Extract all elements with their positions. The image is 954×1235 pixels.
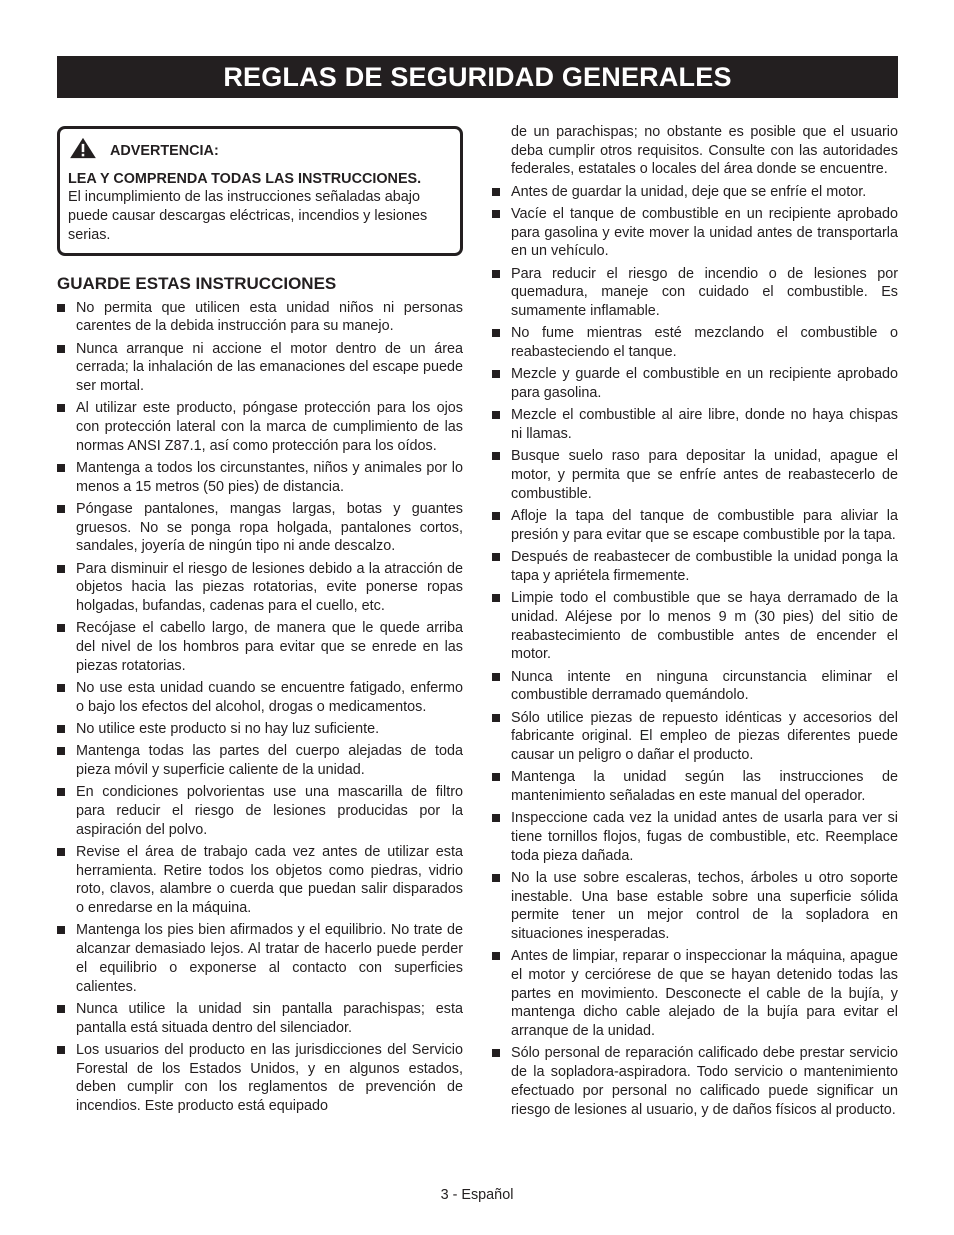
list-item-text: Póngase pantalones, mangas largas, botas y guantes gruesos. No se ponga ropa holgada, pantalones cortos, sandales, joyería de ningún tipo ni ande descalzo. (76, 500, 463, 555)
list-item-text: Afloje la tapa del tanque de combustible para aliviar la presión y para evitar que se escape combustible por la tapa. (511, 508, 898, 543)
square-bullet-icon (57, 345, 65, 353)
square-bullet-icon (57, 1005, 65, 1013)
square-bullet-icon (57, 565, 65, 573)
right-column (492, 123, 898, 1123)
left-column (57, 126, 463, 1119)
list-item (57, 500, 463, 556)
list-item-text: No la use sobre escaleras, techos, árboles u otro soporte inestable. Una base estable sobre una superficie sólida permite tener un mejor control de la sopladora en situaciones inesperadas. (511, 869, 898, 943)
square-bullet-icon (492, 952, 500, 960)
list-item-text: Inspeccione cada vez la unidad antes de usarla para ver si tiene tornillos flojos, fugas de combustible, etc. Reemplace toda pieza dañada. (511, 810, 898, 864)
square-bullet-icon (57, 304, 65, 312)
list-item-text: Vacíe el tanque de combustible en un recipiente aprobado para gasolina y evite mover la unidad antes de transportarla en un vehículo. (511, 206, 898, 260)
warning-text-block (68, 170, 450, 245)
list-item-text: Busque suelo raso para depositar la unidad, apague el motor, y permita que se enfríe antes de reabastecerlo de combustible. (511, 448, 898, 502)
square-bullet-icon (57, 788, 65, 796)
list-item (492, 365, 898, 402)
right-rules-list (492, 183, 898, 1120)
warning-header (68, 142, 450, 161)
section-heading: GUARDE ESTAS INSTRUCCIONES (57, 273, 337, 293)
square-bullet-icon (492, 329, 500, 337)
square-bullet-icon (492, 773, 500, 781)
square-bullet-icon (492, 370, 500, 378)
page-footer: 3 - Español (440, 1187, 514, 1203)
list-item (492, 507, 898, 544)
square-bullet-icon (57, 684, 65, 692)
page-title: REGLAS DE SEGURIDAD GENERALES (57, 56, 898, 98)
list-item-text: Mantenga los pies bien afirmados y el equilibrio. No trate de alcanzar demasiado lejos. Al tratar de hacerlo puede perder el equilibrio o exponerse al contacto con superficies calientes. (76, 922, 463, 995)
list-item-text: Mantenga la unidad según las instrucciones de mantenimiento señaladas en este manual del operador. (511, 769, 898, 804)
list-item (492, 324, 898, 361)
square-bullet-icon (492, 1049, 500, 1057)
list-item-text: Mezcle el combustible al aire libre, donde no haya chispas ni llamas. (511, 407, 898, 443)
list-item (492, 548, 898, 585)
square-bullet-icon (57, 926, 65, 934)
square-bullet-icon (57, 505, 65, 513)
warning-heading: LEA Y COMPRENDA TODAS LAS INSTRUCCIONES. (68, 170, 422, 187)
square-bullet-icon (492, 814, 500, 822)
list-item-text: Al utilizar este producto, póngase protección para los ojos con protección lateral con la marca de cumplimiento de las normas ANSI Z87.1, así como protección para los oídos. (76, 400, 463, 454)
list-item (57, 459, 463, 496)
list-item-text: No fume mientras esté mezclando el combustible o reabasteciendo el tanque. (511, 325, 898, 361)
list-item (57, 399, 463, 455)
list-item (57, 783, 463, 839)
list-item-text: No utilice este producto si no hay luz suficiente. (76, 721, 380, 738)
square-bullet-icon (492, 210, 500, 218)
list-item (492, 709, 898, 765)
square-bullet-icon (57, 624, 65, 632)
square-bullet-icon (492, 714, 500, 722)
list-item-text: En condiciones polvorientas use una mascarilla de filtro para reducir el riesgo de lesiones producidas por la aspiración del polvo. (76, 784, 463, 838)
square-bullet-icon (57, 1046, 65, 1054)
square-bullet-icon (492, 594, 500, 602)
list-item-text: Recójase el cabello largo, de manera que le quede arriba del nivel de los hombros para evitar que se enrede en las piezas rotatorias. (76, 620, 463, 674)
list-item-text: Revise el área de trabajo cada vez antes de utilizar esta herramienta. Retire todos los objetos como piedras, vidrio roto, clavos, alambre o cuerda que puedan salir disparados o enredarse en la máquina. (76, 844, 463, 917)
list-item (57, 742, 463, 779)
list-item (492, 183, 898, 202)
square-bullet-icon (492, 673, 500, 681)
square-bullet-icon (57, 404, 65, 412)
list-item (492, 1044, 898, 1119)
list-item-text: Nunca arranque ni accione el motor dentro de un área cerrada; la inhalación de las emanaciones del escape puede ser mortal. (76, 340, 463, 394)
square-bullet-icon (57, 848, 65, 856)
list-item-text: Antes de limpiar, reparar o inspeccionar la máquina, apague el motor y cerciórese de que se hayan detenido todas las partes en movimiento. Desconecte el cable de la bujía, y mantenga dicho cable alejado de la bujía para evitar el arranque de la unidad. (511, 948, 898, 1040)
list-item (57, 340, 463, 396)
continuation-text: de un parachispas; no obstante es posible que el usuario deba cumplir otros requisitos. Consulte con las autoridades federales, estatales o locales del área donde se encuentre. (511, 124, 898, 178)
list-item (492, 947, 898, 1041)
list-item (492, 589, 898, 664)
square-bullet-icon (492, 188, 500, 196)
list-item (57, 560, 463, 616)
square-bullet-icon (492, 874, 500, 882)
list-item (57, 720, 463, 739)
warning-box (57, 126, 463, 256)
list-item-text: Sólo personal de reparación calificado debe prestar servicio de la sopladora-aspiradora. Todo servicio o mantenimiento efectuado por personal no calificado puede significar un riesgo de lesiones al usuario, y de daños físicos al producto. (511, 1045, 898, 1118)
square-bullet-icon (57, 747, 65, 755)
warning-label: ADVERTENCIA: (110, 143, 219, 159)
square-bullet-icon (492, 452, 500, 460)
list-item (57, 921, 463, 996)
list-item (492, 406, 898, 443)
square-bullet-icon (57, 725, 65, 733)
list-item (492, 447, 898, 503)
square-bullet-icon (492, 553, 500, 561)
list-item (492, 205, 898, 261)
list-item-text: Mantenga a todos los circunstantes, niños y animales por lo menos a 15 metros (50 pies) de distancia. (76, 459, 463, 495)
list-item (57, 619, 463, 675)
list-item (492, 668, 898, 705)
list-item-text: Nunca intente en ninguna circunstancia eliminar el combustible derramado quemándolo. (511, 668, 898, 704)
list-item-text: No use esta unidad cuando se encuentre fatigado, enfermo o bajo los efectos del alcohol, drogas o medicamentos. (76, 680, 463, 715)
square-bullet-icon (492, 512, 500, 520)
list-item (57, 299, 463, 336)
warning-triangle-icon (68, 137, 98, 159)
list-item (492, 768, 898, 805)
list-item (57, 1041, 463, 1116)
square-bullet-icon (492, 270, 500, 278)
square-bullet-icon (57, 464, 65, 472)
list-item-text: Para disminuir el riesgo de lesiones debido a la atracción de objetos hacia las piezas rotatorias, evite ponerse ropas holgadas, bufandas, cadenas para el cuello, etc. (76, 560, 463, 615)
list-item-text: Limpie todo el combustible que se haya derramado de la unidad. Aléjese por lo menos 9 m (30 pies) del sitio de reabastecimiento de combustible antes de encender el motor. (511, 590, 898, 663)
list-item-text: Para reducir el riesgo de incendio o de lesiones por quemadura, maneje con cuidado el combustible. Es sumamente inflamable. (511, 265, 898, 320)
square-bullet-icon (492, 411, 500, 419)
left-rules-list (57, 299, 463, 1116)
list-item (57, 1000, 463, 1037)
list-item-text: No permita que utilicen esta unidad niños ni personas carentes de la debida instrucción para su manejo. (76, 299, 463, 335)
list-item (57, 679, 463, 716)
list-item-text: Sólo utilice piezas de repuesto idénticas y accesorios del fabricante original. El empleo de piezas diferentes puede causar un peligro o dañar el producto. (511, 709, 898, 763)
list-item (492, 265, 898, 321)
list-item-text: Después de reabastecer de combustible la unidad ponga la tapa y apriétela firmemente. (511, 549, 898, 584)
list-item (492, 809, 898, 865)
list-item-text: Mezcle y guarde el combustible en un recipiente aprobado para gasolina. (511, 366, 898, 402)
list-item-text: Antes de guardar la unidad, deje que se enfríe el motor. (511, 183, 867, 200)
list-item-text: Mantenga todas las partes del cuerpo alejadas de toda pieza móvil y superficie caliente de la unidad. (76, 743, 463, 779)
list-item (492, 869, 898, 944)
list-item-text: Nunca utilice la unidad sin pantalla parachispas; esta pantalla está situada dentro del silenciador. (76, 1000, 463, 1036)
list-item-text: Los usuarios del producto en las jurisdicciones del Servicio Forestal de los Estados Unidos, y en algunos estados, deben cumplir con los reglamentos de prevención de incendios. Este producto está equipado (76, 1041, 463, 1114)
list-item (57, 843, 463, 918)
warning-text: El incumplimiento de las instrucciones señaladas abajo puede causar descargas eléctricas, incendios y lesiones serias. (68, 189, 428, 243)
